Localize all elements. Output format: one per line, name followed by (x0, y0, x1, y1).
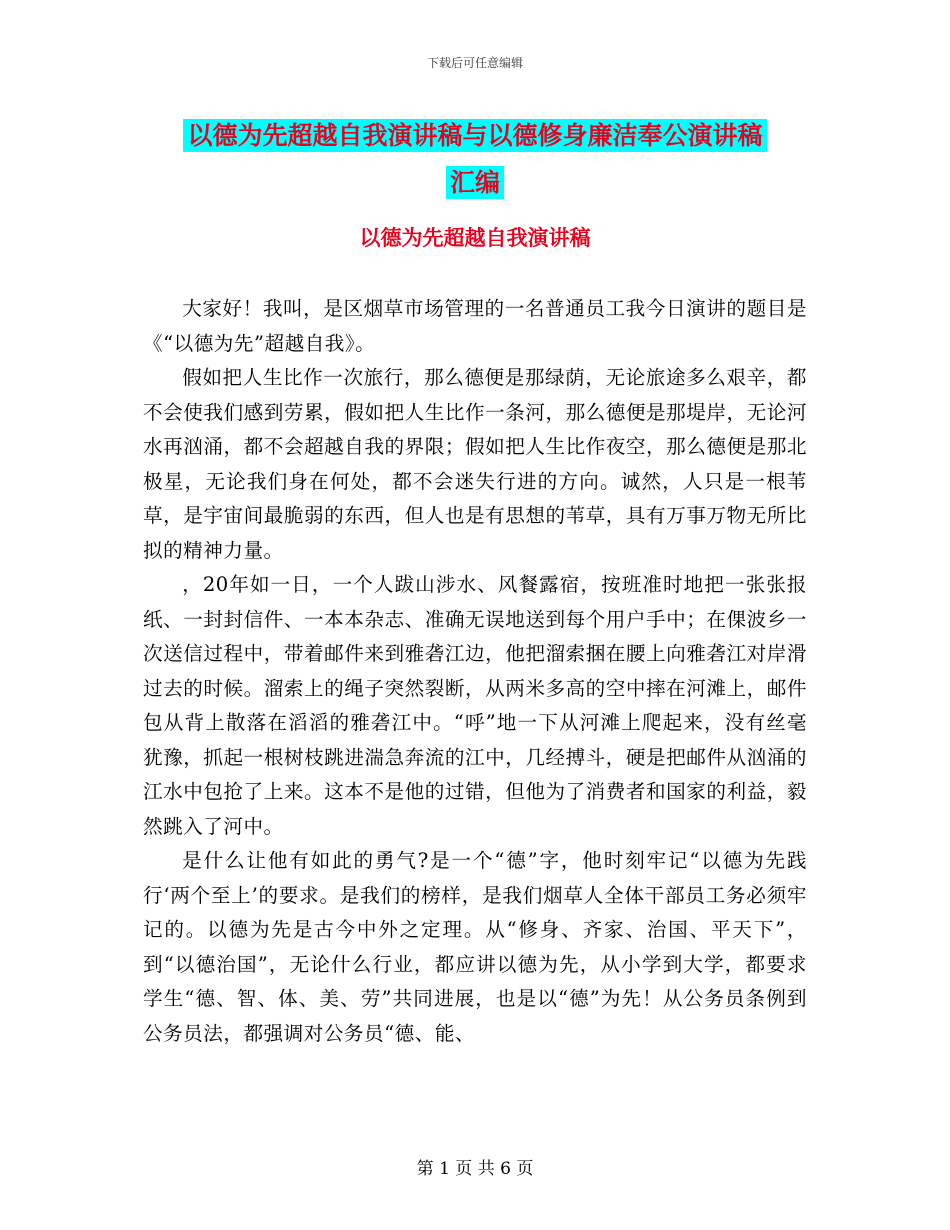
page-number-footer: 第 1 页 共 6 页 (416, 1159, 534, 1179)
paragraph: 大家好！我叫，是区烟草市场管理的一名普通员工我今日演讲的题目是《“以德为先”超越自我》。 (143, 297, 807, 355)
paragraph: 假如把人生比作一次旅行，那么德便是那绿荫，无论旅途多么艰辛，都不会使我们感到劳累，假如把人生比作一条河，那么德便是那堤岸，无论河水再汹涌，都不会超越自我的界限；假如把人生比作夜空，那么德便是那北极星，无论我们身在何处，都不会迷失行进的方向。诚然，人只是一根苇草，是宇宙间最脆弱的东西，但人也是有思想的苇草，具有万事万物无所比拟的精神力量。 (143, 366, 807, 562)
document-title (143, 112, 807, 206)
document-title-line1: 以德为先超越自我演讲稿与以德修身廉洁奉公演讲稿 (183, 119, 766, 152)
paragraph: 是什么让他有如此的勇气?是一个“德”字，他时刻牢记“以德为先践行‘两个至上’的要求。是我们的榜样，是我们烟草人全体干部员工务必须牢记的。以德为先是古今中外之定理。从“修身、齐家、治国、平天下”，到“以德治国”，无论什么行业，都应讲以德为先，从小学到大学，都要求学生“德、智、体、美、劳”共同进展，也是以“德”为先！从公务员条例到公务员法，都强调对公务员“德、能、 (143, 849, 807, 1045)
page-header-note: 下载后可任意编辑 (426, 56, 523, 70)
document-body (143, 292, 807, 1051)
document-title-line2: 汇编 (446, 166, 504, 199)
section-title: 以德为先超越自我演讲稿 (359, 226, 591, 250)
paragraph: ，20年如一日，一个人跋山涉水、风餐露宿，按班准时地把一张张报纸、一封封信件、一本本杂志、准确无误地送到每个用户手中；在倮波乡一次送信过程中，带着邮件来到雅砻江边，他把溜索捆在腰上向雅砻江对岸滑过去的时候。溜索上的绳子突然裂断，从两米多高的空中摔在河滩上，邮件包从背上散落在滔滔的雅砻江中。“呼”地一下从河滩上爬起来，没有丝毫犹豫，抓起一根树枝跳进湍急奔流的江中，几经搏斗，硬是把邮件从汹涌的江水中包抢了上来。这本不是他的过错，但他为了消费者和国家的利益，毅然跳入了河中。 (143, 573, 807, 838)
